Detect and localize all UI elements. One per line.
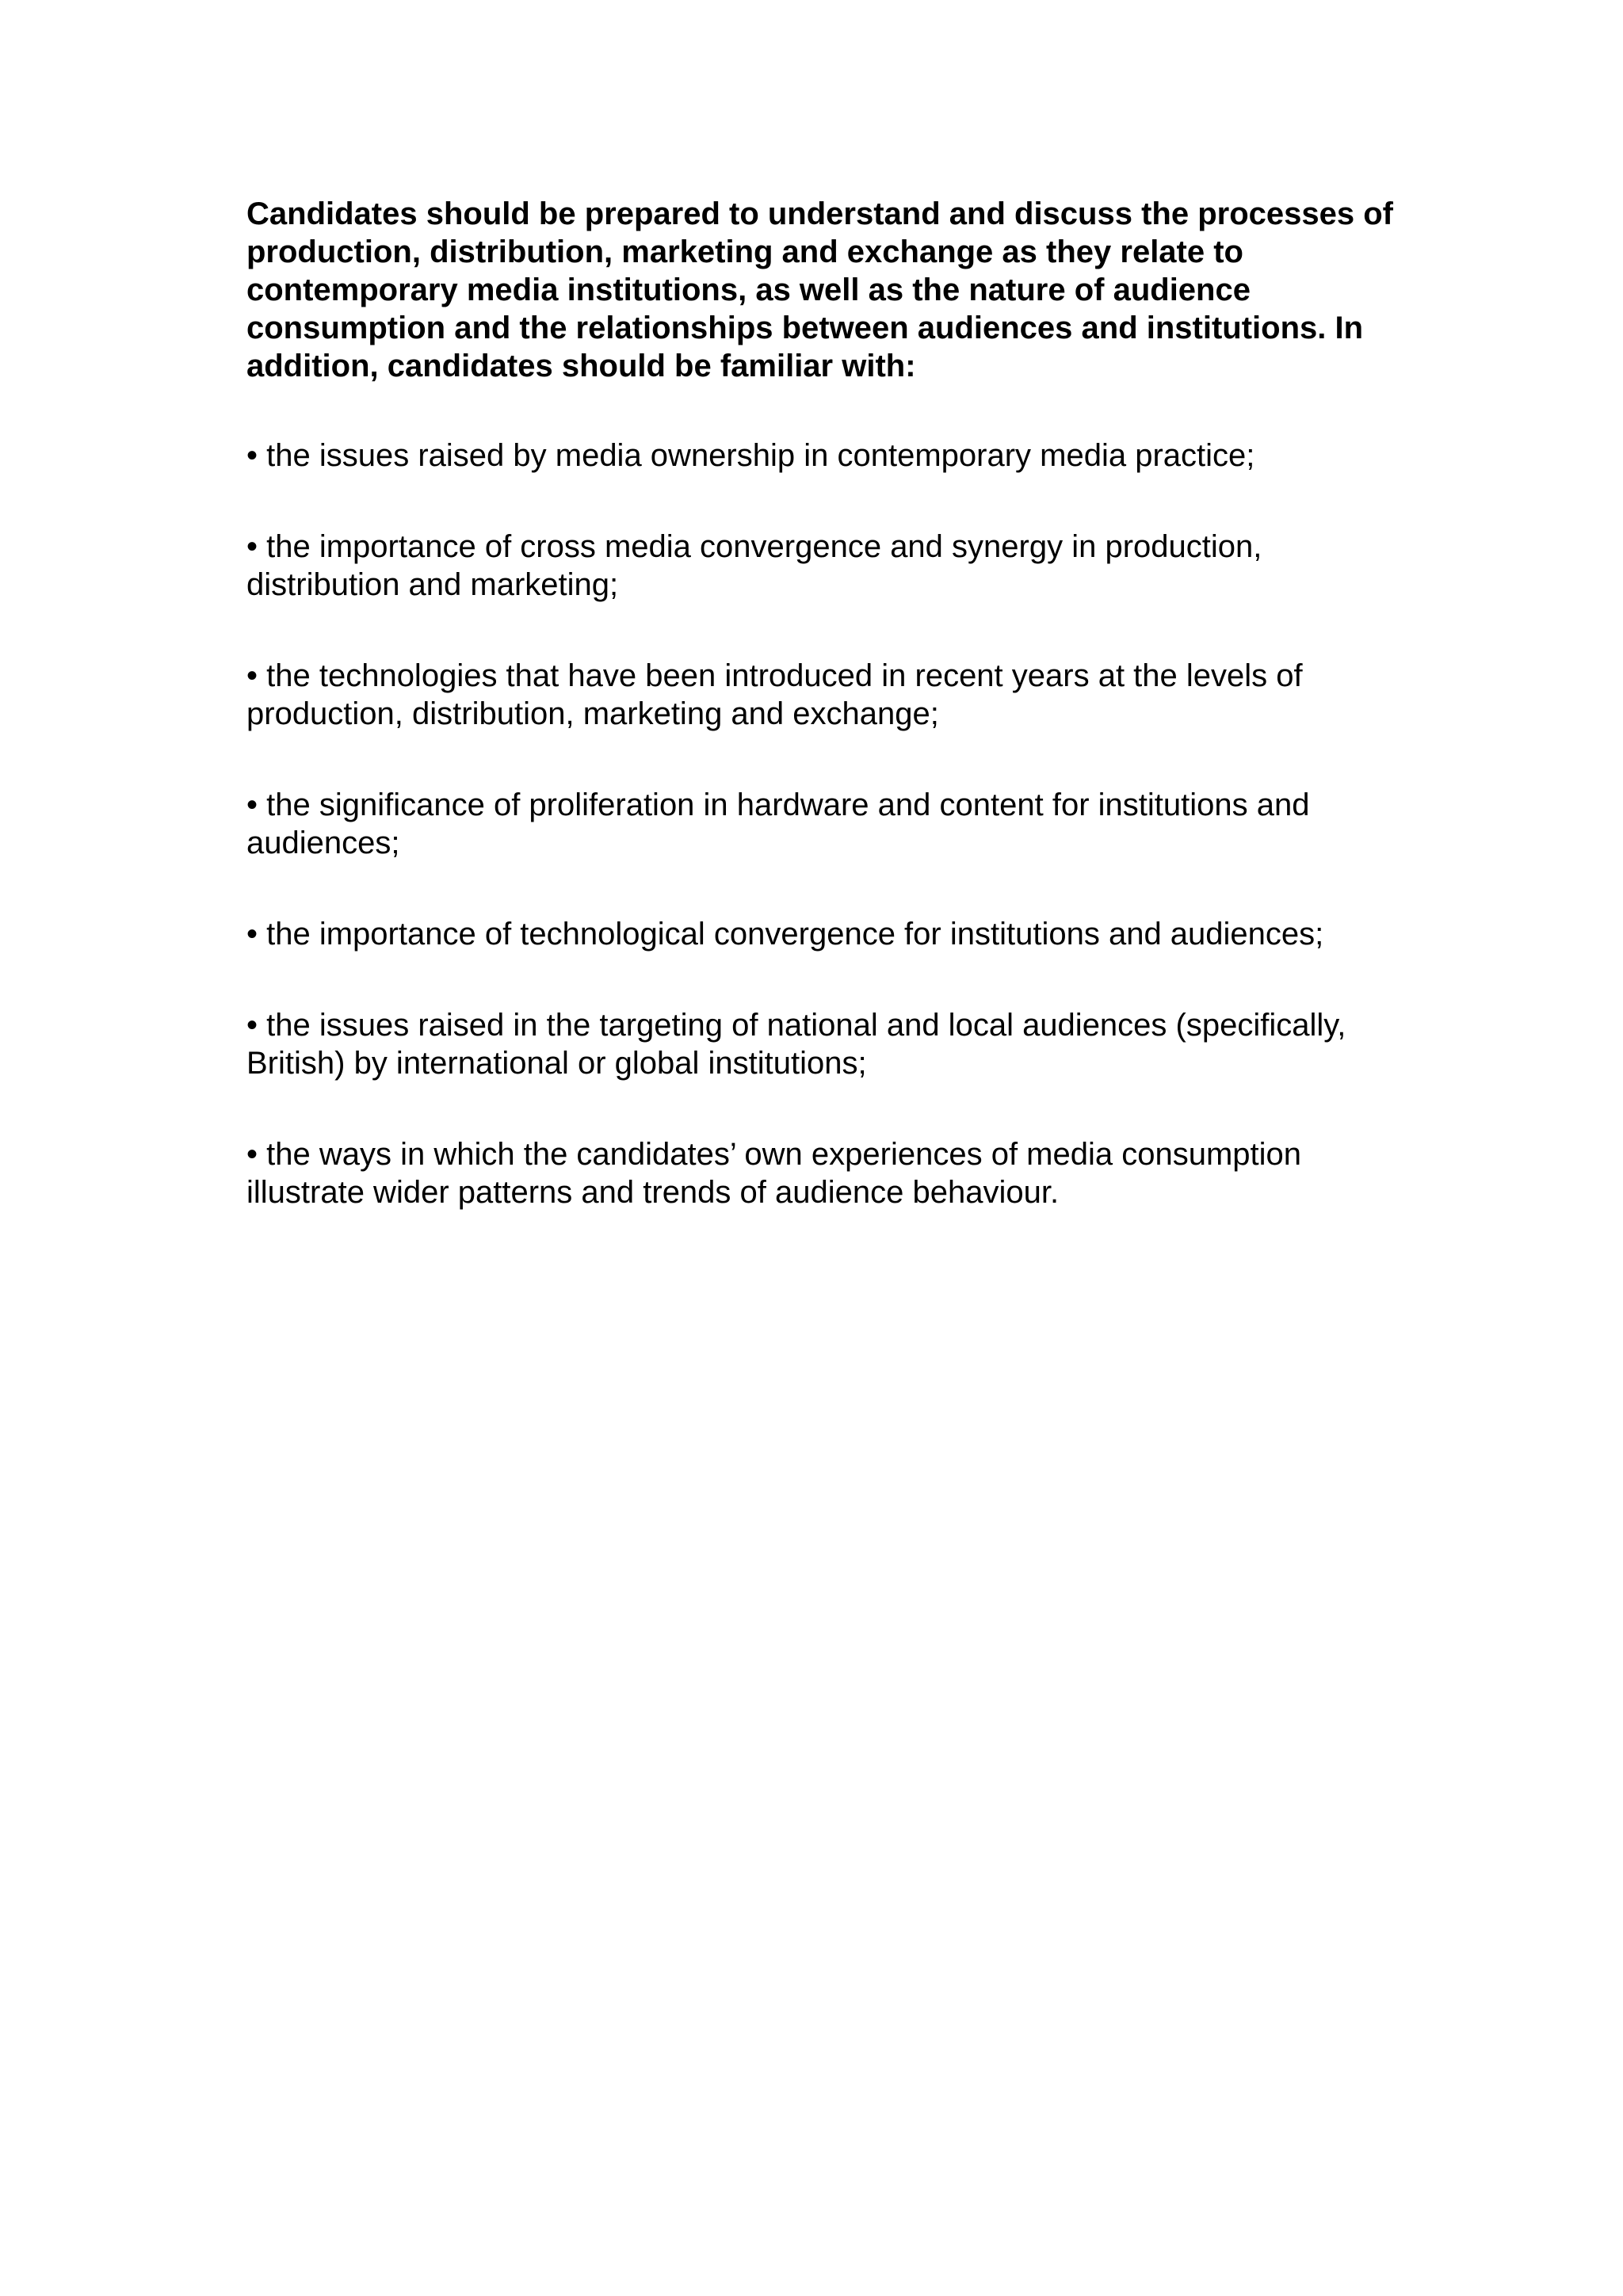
list-item: • the importance of technological convergence for institutions and audiences; — [246, 917, 1324, 952]
list-item: • the importance of cross media convergence and synergy in production, distribution and marketing; — [246, 529, 1262, 602]
bullet-list — [246, 437, 1403, 1211]
list-item: • the issues raised in the targeting of national and local audiences (specifically, British) by international or global institutions; — [246, 1008, 1346, 1081]
list-item: • the issues raised by media ownership in contemporary media practice; — [246, 438, 1255, 473]
list-item: • the ways in which the candidates’ own experiences of media consumption illustrate wider patterns and trends of audience behaviour. — [246, 1137, 1302, 1210]
list-item: • the significance of proliferation in hardware and content for institutions and audiences; — [246, 788, 1310, 860]
intro-paragraph: Candidates should be prepared to understand and discuss the processes of production, distribution, marketing and exchange as they relate to contemporary media institutions, as well as the nature of audience consumption and the relationships between audiences and institutions. In addition, candidates should be familiar with: — [246, 196, 1393, 383]
list-item: • the technologies that have been introduced in recent years at the levels of production, distribution, marketing and exchange; — [246, 658, 1303, 731]
